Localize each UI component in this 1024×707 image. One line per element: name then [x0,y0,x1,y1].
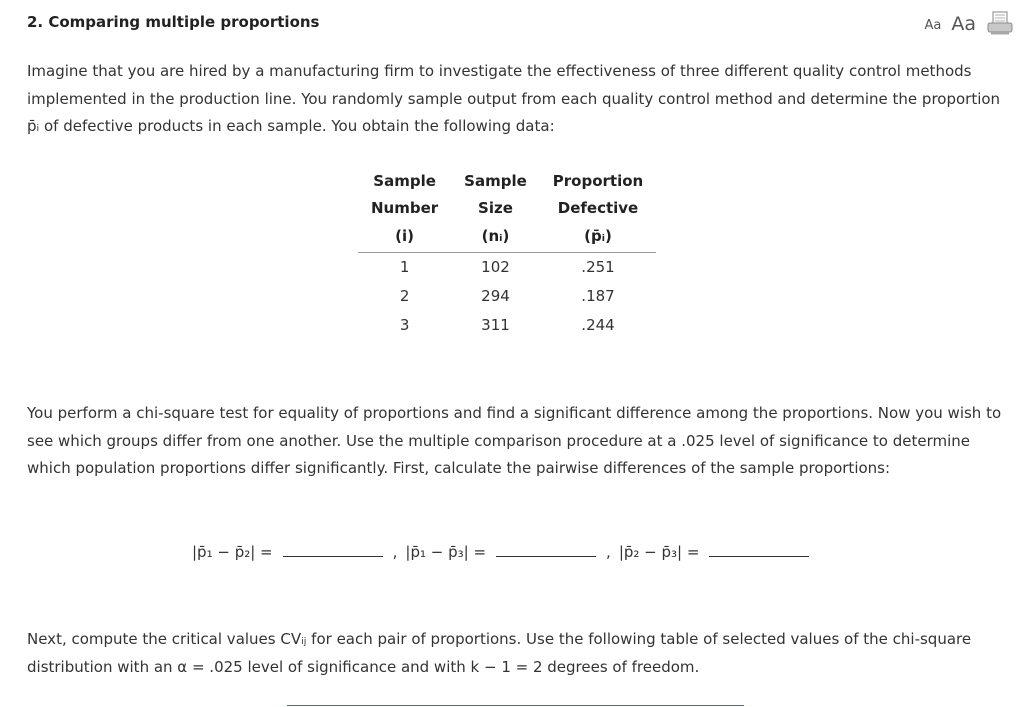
print-button[interactable] [986,10,1014,36]
separator: , [606,543,611,561]
table-row [358,252,656,282]
chi-square-paragraph: You perform a chi-square test for equality of proportions and find a significant difference among the proportions. Now you wish to see which groups differ from one another. Use the multiple comparison procedure at a .025 level of significance to determine which population proportions differ significantly. First, calculate the pairwise differences of the sample proportions: [27,404,1002,477]
decrease-font-button[interactable]: Aa [924,18,942,33]
table-top-border [287,705,744,706]
pairwise-differences [192,538,817,561]
cell-size: 311 [481,316,510,334]
cell-proportion: .244 [581,316,615,334]
cell-size: 102 [481,258,510,276]
header-sample-size-2: Size [478,199,513,218]
cell-proportion: .251 [581,258,615,276]
separator: , [392,543,398,561]
diff-2-3-input[interactable] [709,538,809,557]
print-icon [986,10,1014,36]
header-proportion-1: Proportion [552,171,644,190]
header-sample-size-3: (nᵢ) [451,222,540,252]
cell-size: 294 [481,287,510,305]
intro-paragraph: Imagine that you are hired by a manufacturing firm to investigate the effectiveness of three different quality control methods implemented in the production line. You randomly sample output from each quality control method and determine the proportion p̄ᵢ of defective products in each sample. You obtain the following data: [27,62,1001,135]
header-proportion-2: Defective [557,199,639,218]
critical-values-paragraph: Next, compute the critical values CVᵢⱼ for each pair of proportions. Use the following table of selected values of the chi-square distribution with an α = .025 level of significance and with k − 1 = 2 degrees of freedom. [27,630,972,676]
header-sample-size-1: Sample [464,171,527,190]
header-sample-number-1: Sample [373,171,436,190]
data-table [358,167,656,340]
diff-1-3-label: |p̄₁ − p̄₃| = [405,543,487,561]
diff-1-2-input[interactable] [283,538,383,557]
table-row [358,282,656,311]
header-sample-number-3: (i) [358,222,451,252]
diff-1-3-input[interactable] [496,538,596,557]
text-tools [925,10,1015,36]
table-row [358,311,656,340]
increase-font-button[interactable]: Aa [951,13,976,35]
header-sample-number-2: Number [371,199,439,218]
cell-number: 2 [399,287,410,305]
question-title: 2. Comparing multiple proportions [27,13,320,31]
header-proportion-3: (p̄ᵢ) [540,222,656,252]
diff-2-3-label: |p̄₂ − p̄₃| = [618,543,700,561]
cell-number: 1 [399,258,410,276]
diff-1-2-label: |p̄₁ − p̄₂| = [192,543,273,561]
cell-proportion: .187 [581,287,615,305]
cell-number: 3 [399,316,410,334]
